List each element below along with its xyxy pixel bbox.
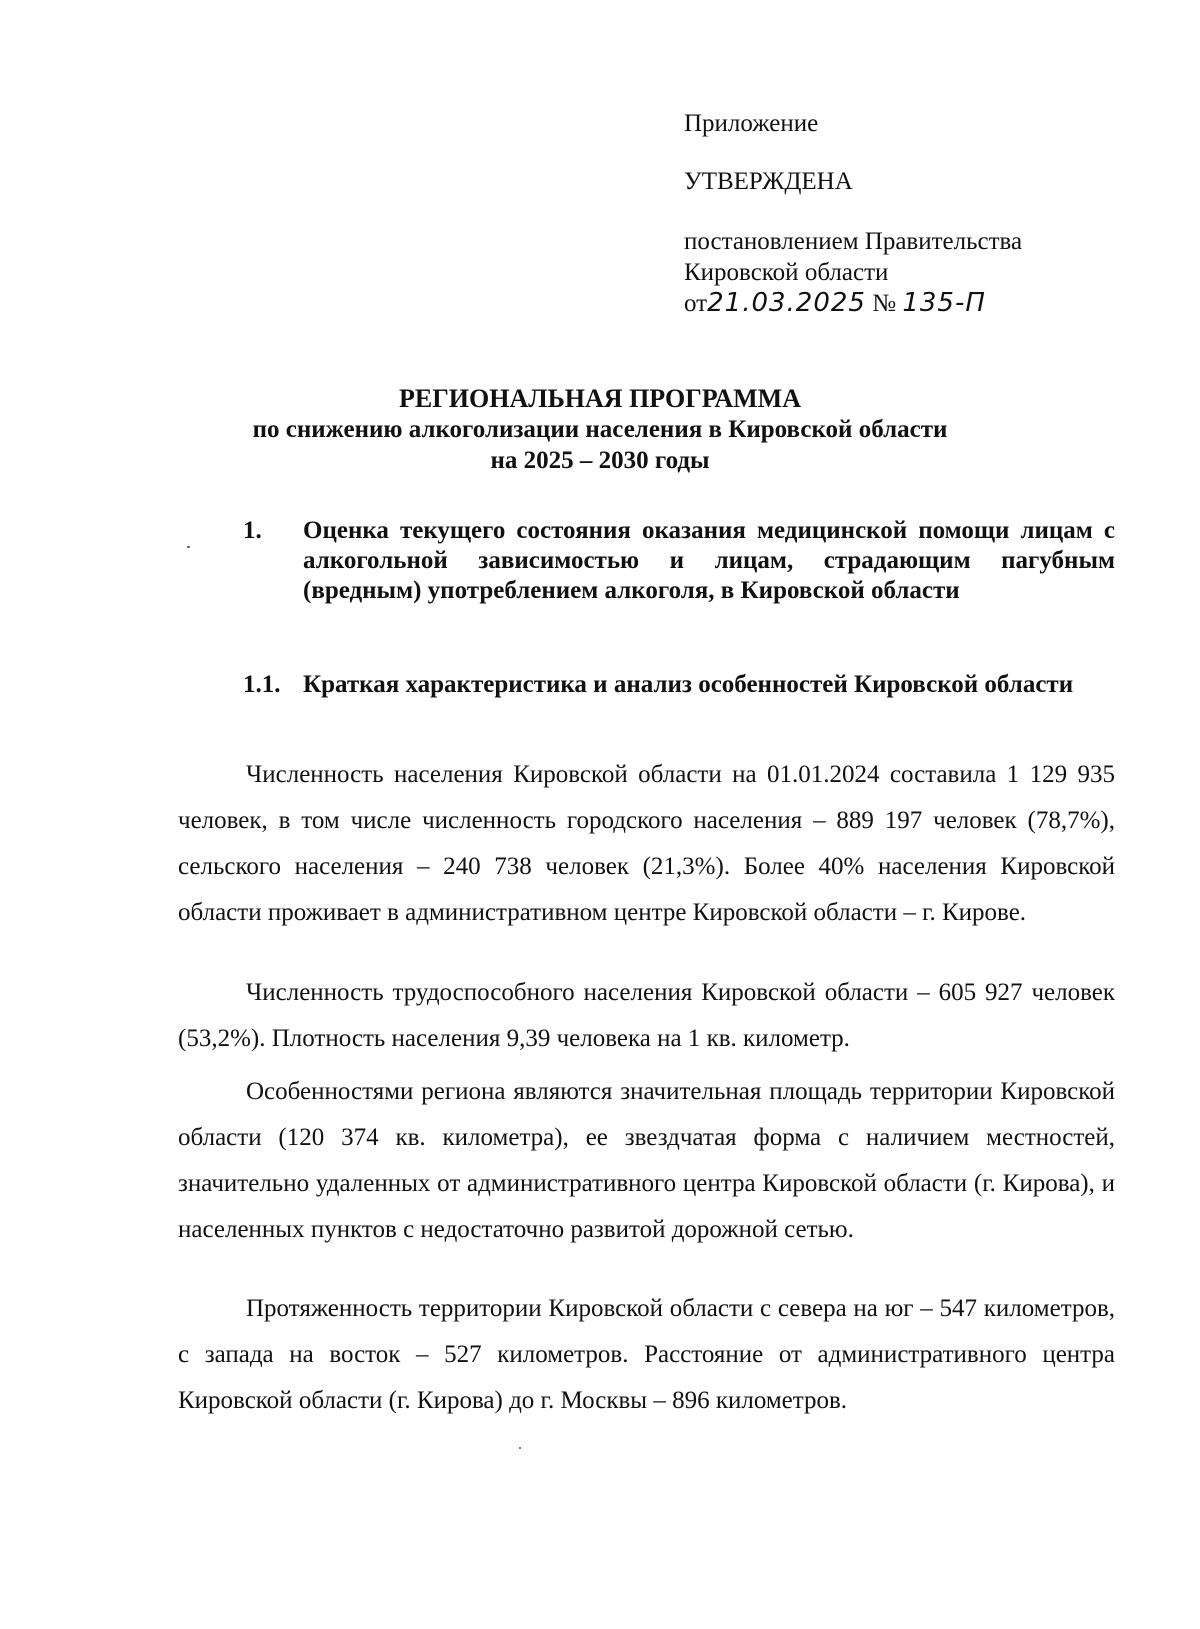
scan-speck [187,546,190,548]
document-title [100,383,1100,476]
paragraph-population: Численность населения Кировской области на 01.01.2024 составила 1 129 935 человек, в том числе численность городского населения – 889 197 человек (78,7%), сельского населения – 240 738 человек (21,3%). Более 40% населения Кировской области проживает в административном центре Кировской области – г. Кирове. [178,761,1115,926]
section-1-1-heading [243,670,1115,700]
section-1-1-number: 1.1. [243,671,281,698]
date-prefix: от [684,290,708,317]
handwritten-date: 21.03.2025 [707,288,866,318]
section-1-1-title: Краткая характеристика и анализ особенностей Кировской области [303,671,1074,698]
date-number-line [684,288,1104,319]
scan-speck [519,1447,521,1449]
title-line-3: на 2025 – 2030 годы [490,447,710,474]
title-main: РЕГИОНАЛЬНАЯ ПРОГРАММА [399,384,801,413]
title-line-2: по снижению алкоголизации населения в Кировской области [252,416,948,443]
section-1-heading [243,516,1115,606]
paragraph-territory-extent: Протяженность территории Кировской области с севера на юг – 547 километров, с запада на восток – 527 километров. Расстояние от административного центра Кировской области (г. Кирова) до г. Москвы – 896 километров. [178,1295,1115,1414]
number-prefix: № [872,290,897,317]
paragraph-region-features: Особенностями региона являются значительная площадь территории Кировской области (120 374 кв. километра), ее звездчатая форма с наличием местностей, значительно удаленных от административного центра Кировской области (г. Кирова), и населенных пунктов с недостаточно развитой дорожной сетью. [178,1078,1115,1243]
approval-block [684,108,1104,319]
section-1-number: 1. [243,517,262,544]
paragraph-working-population: Численность трудоспособного населения Кировской области – 605 927 человек (53,2%). Плотность населения 9,39 человека на 1 кв. километр. [178,979,1115,1052]
resolution-line-2: Кировской области [684,259,889,286]
handwritten-number: 135-П [902,288,986,318]
appendix-label: Приложение [684,110,819,137]
resolution-line-1: постановлением Правительства [684,228,1023,255]
approved-label: УТВЕРЖДЕНА [684,168,853,195]
section-1-title: Оценка текущего состояния оказания медицинской помощи лицам с алкогольной зависимостью и лицам, страдающим пагубным (вредным) употреблением алкоголя, в Кировской области [303,517,1115,604]
